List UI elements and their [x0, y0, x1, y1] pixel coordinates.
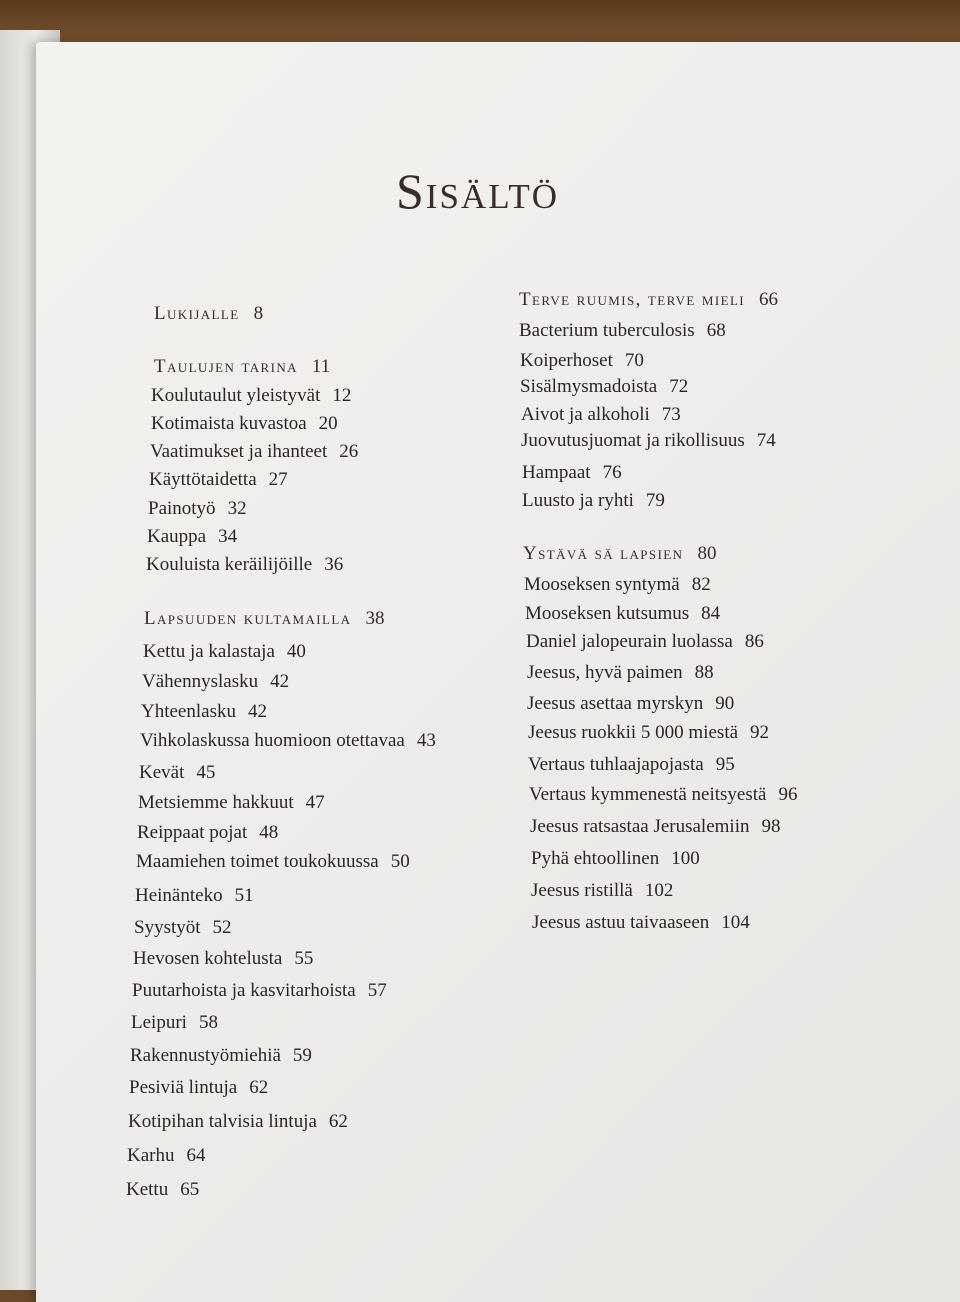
toc-entry-title: Kotimaista kuvastoa	[151, 413, 307, 434]
toc-page-number: 57	[367, 980, 387, 1001]
toc-entry-title: Koiperhoset	[520, 350, 613, 371]
toc-page-number: 95	[715, 754, 735, 775]
toc-page-number: 50	[390, 851, 410, 872]
toc-page-number: 36	[324, 554, 344, 575]
toc-entry-title: Puutarhoista ja kasvitarhoista	[132, 980, 356, 1001]
toc-entry-title: Syystyöt	[134, 917, 201, 938]
toc-entry-title: Metsiemme hakkuut	[138, 792, 294, 813]
toc-page-number: 79	[645, 490, 665, 511]
toc-page-number: 72	[669, 376, 689, 397]
toc-page-number: 32	[227, 498, 247, 519]
toc-entry-title: Sisälmysmadoista	[520, 376, 658, 397]
toc-entry-title: Kevät	[139, 762, 185, 783]
toc-page-number: 47	[305, 792, 325, 813]
toc-entry-title: Mooseksen kutsumus	[525, 603, 690, 624]
toc-entry-title: Yhteenlasku	[141, 701, 236, 722]
toc-entry-title: Lukijalle	[154, 303, 240, 324]
toc-page-number: 70	[624, 350, 644, 371]
toc-page-number: 80	[697, 543, 717, 564]
toc-page-number: 45	[196, 762, 216, 783]
toc-entry-title: Vihkolaskussa huomioon otettavaa	[140, 730, 405, 751]
toc-page-number: 62	[249, 1077, 269, 1098]
toc-page-number: 90	[715, 693, 735, 714]
toc-entry-title: Lapsuuden kultamailla	[144, 608, 352, 629]
toc-entry-title: Daniel jalopeurain luolassa	[526, 631, 733, 652]
toc-page-number: 96	[778, 784, 798, 805]
toc-page-number: 62	[328, 1111, 348, 1132]
toc-page-number: 42	[247, 701, 267, 722]
toc-page-number: 27	[268, 469, 288, 490]
toc-page-number: 48	[259, 822, 279, 843]
toc-page-number: 102	[644, 880, 674, 901]
toc-page-number: 98	[761, 816, 781, 837]
toc-page-number: 51	[234, 885, 254, 906]
toc-entry-title: Kotipihan talvisia lintuja	[128, 1111, 317, 1132]
toc-page-number: 92	[750, 722, 770, 743]
toc-page-number: 76	[602, 462, 622, 483]
book-page	[36, 42, 960, 1302]
toc-page-number: 82	[691, 574, 711, 595]
toc-page-number: 43	[416, 730, 436, 751]
toc-entry-title: Heinänteko	[135, 885, 223, 906]
toc-entry-title: Vertaus tuhlaajapojasta	[528, 754, 704, 775]
toc-entry-title: Bacterium tuberculosis	[519, 320, 695, 341]
toc-entry-title: Painotyö	[148, 498, 216, 519]
toc-entry-title: Mooseksen syntymä	[524, 574, 680, 595]
toc-entry-title: Maamiehen toimet toukokuussa	[136, 851, 379, 872]
toc-page-number: 8	[253, 303, 264, 324]
toc-entry-title: Leipuri	[131, 1012, 187, 1033]
toc-entry-title: Vaatimukset ja ihanteet	[150, 441, 328, 462]
toc-page-number: 73	[661, 404, 681, 425]
toc-page-number: 100	[671, 848, 700, 869]
toc-page-number: 11	[311, 356, 331, 377]
toc-entry-title: Jeesus ristillä	[531, 880, 633, 901]
toc-entry-title: Terve ruumis, terve mieli	[519, 289, 746, 310]
toc-entry-title: Kettu ja kalastaja	[143, 641, 275, 662]
toc-page-number: 59	[292, 1045, 312, 1066]
toc-page-number: 55	[294, 948, 314, 969]
toc-page-number: 68	[706, 320, 726, 341]
toc-page-number: 38	[365, 608, 385, 629]
toc-page-number: 88	[694, 662, 714, 683]
toc-page-number: 64	[186, 1145, 206, 1166]
toc-entry-title: Reippaat pojat	[137, 822, 248, 843]
toc-page-number: 34	[218, 526, 238, 547]
toc-page-number: 42	[270, 671, 290, 692]
toc-entry-title: Käyttötaidetta	[149, 469, 257, 490]
toc-page-number: 20	[318, 413, 338, 434]
toc-entry-title: Aivot ja alkoholi	[521, 404, 650, 425]
toc-entry-title: Jeesus ratsastaa Jerusalemiin	[530, 816, 750, 837]
toc-entry-title: Kouluista keräilijöille	[146, 554, 313, 575]
toc-entry-title: Koulutaulut yleistyvät	[151, 385, 321, 406]
toc-entry-title: Jeesus, hyvä paimen	[527, 662, 683, 683]
toc-page-number: 65	[180, 1179, 200, 1200]
toc-entry-title: Pyhä ehtoollinen	[531, 848, 660, 869]
toc-entry-title: Rakennustyömiehiä	[130, 1045, 281, 1066]
toc-entry-title: Pesiviä lintuja	[129, 1077, 238, 1098]
toc-entry-title: Kettu	[126, 1179, 169, 1200]
toc-entry-title: Juovutusjuomat ja rikollisuus	[521, 430, 745, 451]
toc-entry-title: Jeesus asettaa myrskyn	[527, 693, 704, 714]
toc-entry-title: Jeesus ruokkii 5 000 miestä	[528, 722, 739, 743]
toc-page-number: 86	[744, 631, 764, 652]
toc-entry-title: Jeesus astuu taivaaseen	[532, 912, 710, 933]
toc-entry-title: Vähennyslasku	[142, 671, 259, 692]
toc-entry-title: Vertaus kymmenestä neitsyestä	[529, 784, 767, 805]
toc-page-number: 66	[759, 289, 779, 310]
toc-entry-title: Ystävä sä lapsien	[523, 543, 684, 564]
toc-page-number: 26	[339, 441, 359, 462]
toc-entry-title: Taulujen tarina	[154, 356, 298, 377]
toc-page-number: 58	[198, 1012, 218, 1033]
toc-page-number: 52	[212, 917, 232, 938]
toc-entry-title: Kauppa	[147, 526, 207, 547]
toc-page-number: 74	[756, 430, 776, 451]
toc-entry-title: Hevosen kohtelusta	[133, 948, 283, 969]
toc-page-number: 40	[286, 641, 306, 662]
toc-page-number: 12	[332, 385, 352, 406]
toc-page-number: 104	[721, 912, 750, 933]
page-title: Sisältö	[396, 163, 560, 219]
toc-entry-title: Luusto ja ryhti	[522, 490, 634, 511]
toc-entry-title: Hampaat	[522, 462, 591, 483]
toc-entry-title: Karhu	[127, 1145, 175, 1166]
toc-page-number: 84	[701, 603, 721, 624]
